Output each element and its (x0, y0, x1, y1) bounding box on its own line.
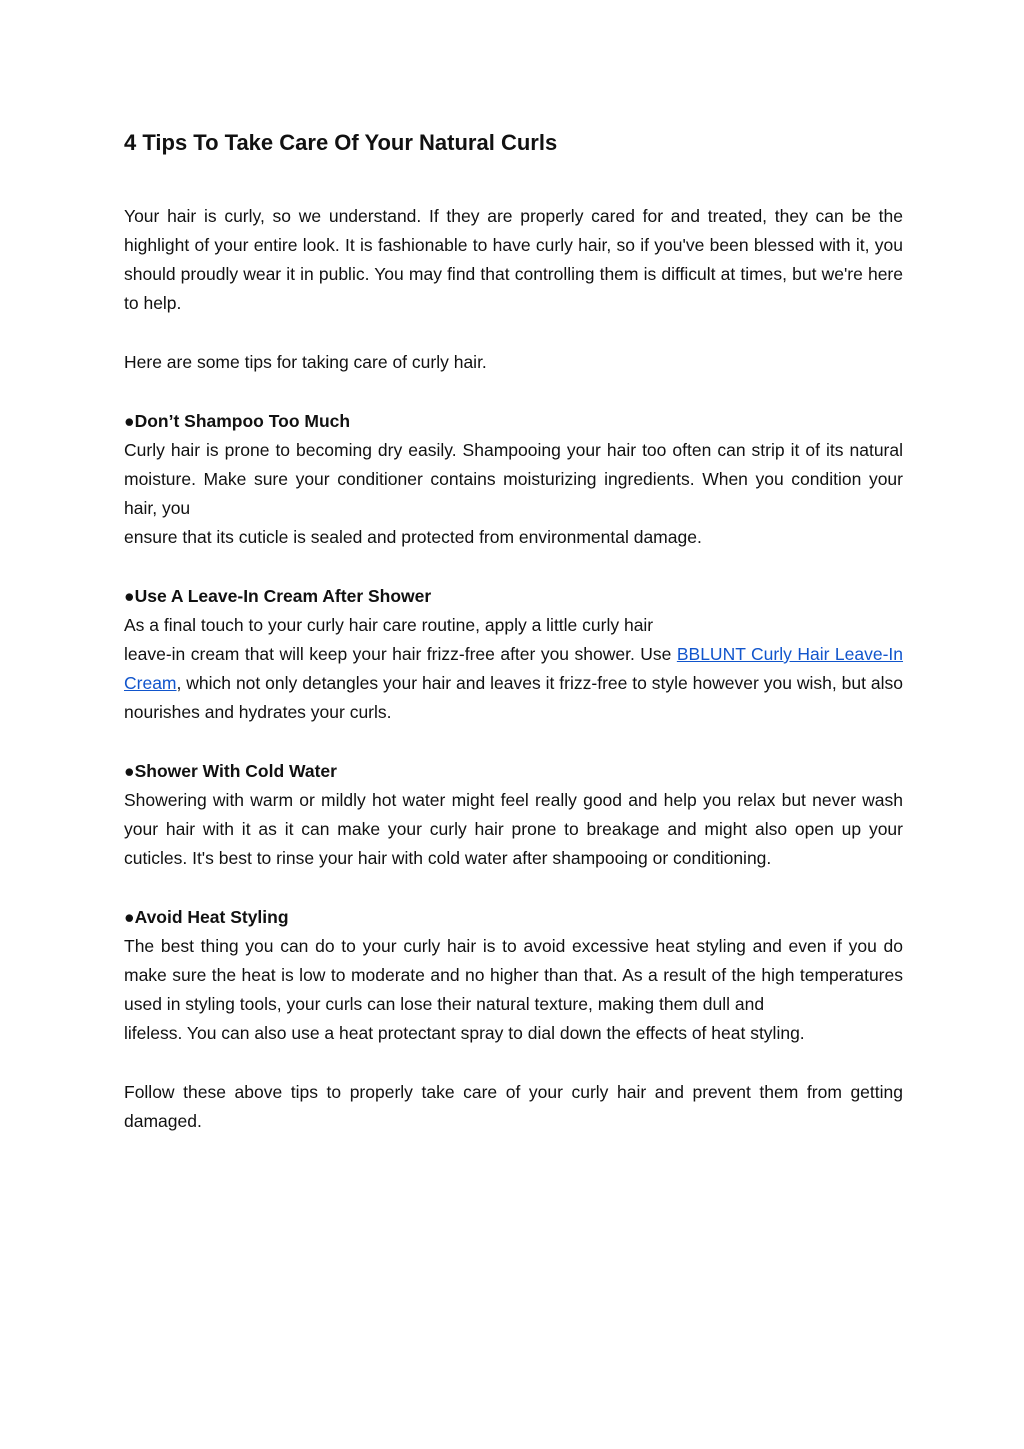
document-title: 4 Tips To Take Care Of Your Natural Curls (124, 130, 558, 155)
tip-section-shampoo (124, 407, 903, 552)
document-body (124, 126, 903, 1136)
tip-heading (124, 407, 903, 436)
tip-heading-text: Shower With Cold Water (134, 761, 337, 781)
bullet-icon: ● (124, 586, 135, 606)
tip-body: Showering with warm or mildly hot water might feel really good and help you relax but never wash your hair with it as it can make your curly hair prone to breakage and might also open up your cuticles. It's best to rinse your hair with cold water after shampooing or conditioning. (124, 790, 903, 868)
tip-section-leave-in (124, 582, 903, 727)
tip-heading (124, 757, 903, 786)
tip-body-text-before-link: leave-in cream that will keep your hair frizz-free after you shower. Use (124, 644, 677, 664)
tip-heading-text: Avoid Heat Styling (134, 907, 289, 927)
tip-body-text-continued: lifeless. You can also use a heat protectant spray to dial down the effects of heat styling. (124, 1023, 805, 1043)
tip-heading (124, 903, 903, 932)
tip-body-text-after-link: , which not only detangles your hair and leaves it frizz-free to style however you wish, but also nourishes and hydrates your curls. (124, 673, 903, 722)
product-link[interactable]: BBLUNT Curly Hair Leave-In Cream (124, 644, 904, 693)
tip-body-text-continued: ensure that its cuticle is sealed and protected from environmental damage. (124, 527, 702, 547)
tip-body (124, 436, 903, 552)
tip-body-text: The best thing you can do to your curly hair is to avoid excessive heat styling and even if you do make sure the heat is low to moderate and no higher than that. As a result of the high temperatures used in styling tools, your curls can lose their natural texture, making them dull and (124, 936, 903, 1014)
lead-paragraph: Here are some tips for taking care of curly hair. (124, 352, 487, 372)
tip-section-cold-water (124, 757, 903, 873)
closing-paragraph: Follow these above tips to properly take care of your curly hair and prevent them from getting damaged. (124, 1082, 903, 1131)
tip-body-text: As a final touch to your curly hair care routine, apply a little curly hair (124, 615, 654, 635)
tip-heading-text: Don’t Shampoo Too Much (134, 411, 351, 431)
bullet-icon: ● (124, 761, 135, 781)
tip-body (124, 611, 903, 727)
tip-heading-text: Use A Leave-In Cream After Shower (134, 586, 432, 606)
bullet-icon: ● (124, 411, 135, 431)
tip-body-text: Curly hair is prone to becoming dry easily. Shampooing your hair too often can strip it of its natural moisture. Make sure your conditioner contains moisturizing ingredients. When you condition your hair, you (124, 440, 903, 518)
tip-heading (124, 582, 903, 611)
intro-paragraph: Your hair is curly, so we understand. If they are properly cared for and treated, they can be the highlight of your entire look. It is fashionable to have curly hair, so if you've been blessed with it, you should proudly wear it in public. You may find that controlling them is difficult at times, but we're here to help. (124, 206, 903, 313)
tip-body (124, 932, 903, 1048)
bullet-icon: ● (124, 907, 135, 927)
tip-section-heat-styling (124, 903, 903, 1048)
